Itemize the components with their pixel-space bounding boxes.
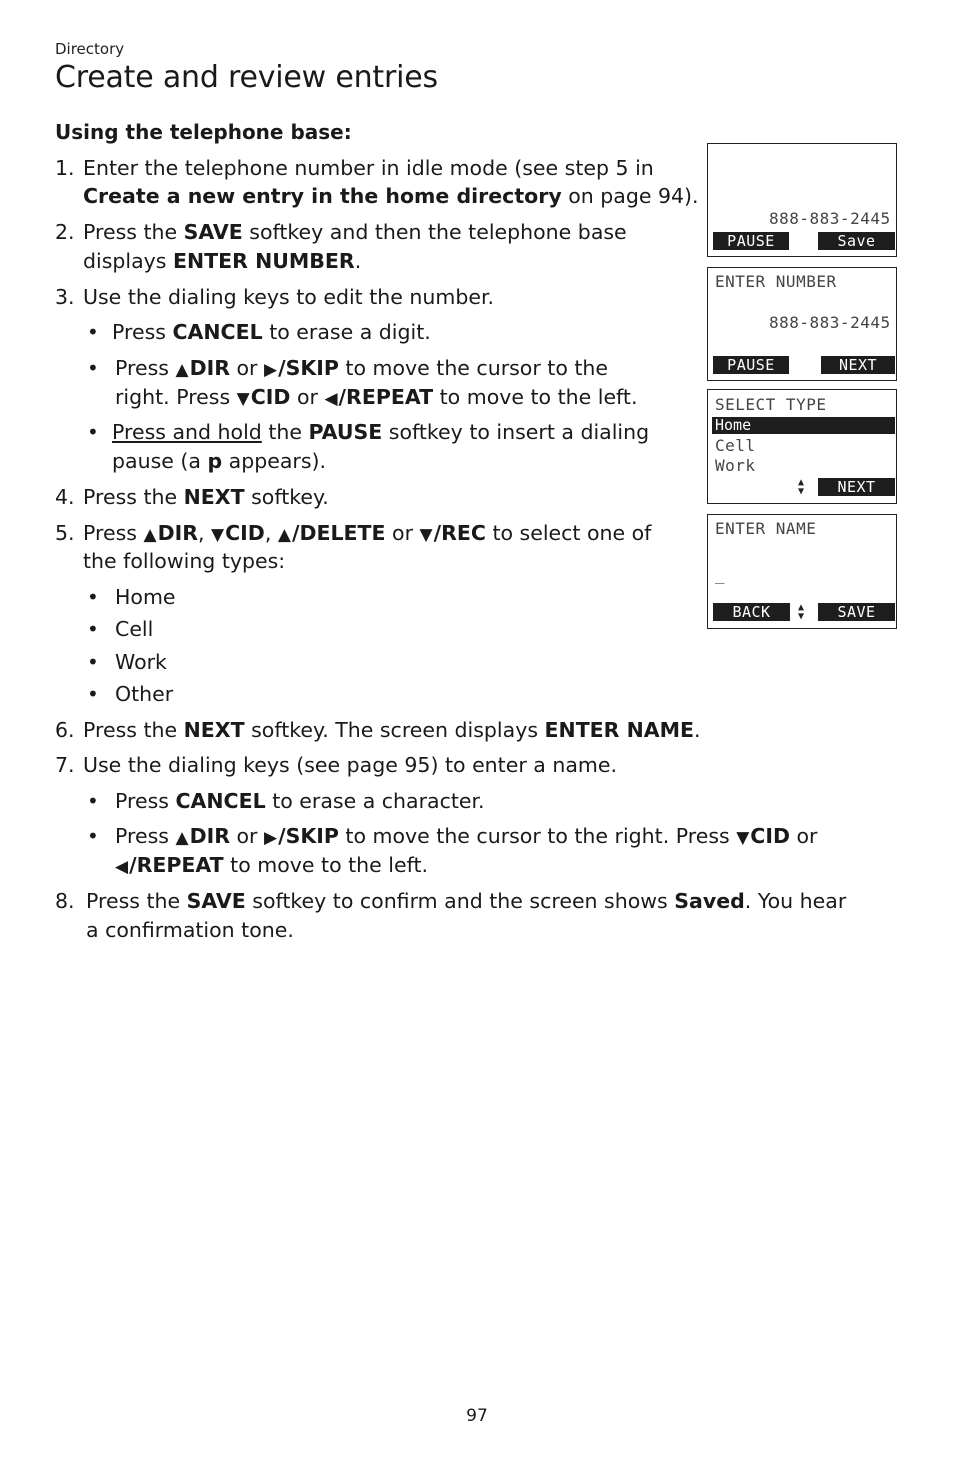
up-arrow-icon: ▲ — [175, 360, 189, 380]
down-arrow-icon: ▼ — [211, 525, 225, 545]
down-arrow-icon: ▼ — [236, 389, 250, 409]
lcd-screen-enter-number — [707, 267, 897, 381]
up-down-arrows-icon: ▲ ▼ — [797, 602, 805, 622]
bullet-text: Press ▲DIR or ▶/SKIP to move the cursor to the right. Press ▼CID or — [115, 822, 818, 853]
bullet-icon: • — [87, 420, 99, 444]
bullet-icon: • — [87, 585, 99, 609]
step-number: 6. — [55, 718, 75, 742]
text-cursor: _ — [715, 565, 726, 584]
bullet-icon: • — [87, 824, 99, 848]
up-arrow-icon: ▲ — [175, 828, 189, 848]
lcd-screen-idle-number — [707, 143, 897, 257]
screen-number: 888-883-2445 — [769, 209, 891, 228]
step-number: 5. — [55, 521, 75, 545]
option-cell[interactable]: Cell — [715, 436, 756, 455]
step-number: 3. — [55, 285, 75, 309]
option-work[interactable]: Work — [715, 456, 756, 475]
subheading: Using the telephone base: — [55, 120, 352, 144]
step-number: 4. — [55, 485, 75, 509]
step-text: the following types: — [83, 549, 286, 573]
step-text: Create a new entry in the home directory on page 94). — [83, 184, 699, 208]
softkey-save[interactable]: SAVE — [818, 603, 895, 621]
bullet-text: Press CANCEL to erase a digit. — [112, 320, 431, 344]
softkey-pause[interactable]: PAUSE — [713, 232, 789, 250]
page-title: Create and review entries — [55, 60, 438, 95]
right-arrow-icon: ▶ — [264, 360, 278, 380]
down-arrow-icon: ▼ — [419, 525, 433, 545]
type-item: Cell — [115, 617, 154, 641]
page-number: 97 — [466, 1406, 488, 1426]
bullet-text: ◀/REPEAT to move to the left. — [115, 851, 428, 882]
type-item: Work — [115, 650, 167, 674]
section-label: Directory — [55, 40, 125, 58]
screen-number: 888-883-2445 — [769, 313, 891, 332]
step-text: Press the NEXT softkey. The screen displays ENTER NAME. — [83, 718, 701, 742]
step-text: Enter the telephone number in idle mode (see step 5 in — [83, 156, 654, 180]
bullet-icon: • — [87, 789, 99, 813]
up-arrow-icon: ▲ — [277, 525, 291, 545]
step-number: 2. — [55, 220, 75, 244]
bullet-icon: • — [87, 650, 99, 674]
bullet-text: Press and hold the PAUSE softkey to insert a dialing — [112, 420, 650, 444]
type-item: Other — [115, 682, 174, 706]
step-number: 7. — [55, 753, 75, 777]
bullet-text: pause (a p appears). — [112, 449, 327, 473]
softkey-next[interactable]: NEXT — [818, 478, 895, 496]
step-text: a confirmation tone. — [86, 918, 294, 942]
right-arrow-icon: ▶ — [264, 828, 278, 848]
bullet-icon: • — [87, 682, 99, 706]
screen-heading: ENTER NAME — [715, 519, 817, 538]
step-number: 8. — [55, 889, 75, 913]
screen-heading: ENTER NUMBER — [715, 272, 837, 291]
left-arrow-icon: ◀ — [324, 389, 338, 409]
softkey-save[interactable]: Save — [818, 232, 895, 250]
bullet-text: Press CANCEL to erase a character. — [115, 789, 485, 813]
softkey-pause[interactable]: PAUSE — [713, 356, 789, 374]
lcd-screen-select-type — [707, 389, 897, 504]
down-arrow-icon: ▼ — [736, 828, 750, 848]
step-text: Use the dialing keys to edit the number. — [83, 285, 495, 309]
step-text: Press the SAVE softkey and then the telephone base — [83, 220, 627, 244]
step-number: 1. — [55, 156, 75, 180]
bullet-icon: • — [87, 356, 99, 380]
step-text: Press the SAVE softkey to confirm and the screen shows Saved. You hear — [86, 889, 847, 913]
bullet-icon: • — [87, 320, 99, 344]
up-arrow-icon: ▲ — [143, 525, 157, 545]
step-text: Use the dialing keys (see page 95) to enter a name. — [83, 753, 618, 777]
step-text: displays ENTER NUMBER. — [83, 249, 362, 273]
lcd-screen-enter-name — [707, 514, 897, 629]
bullet-icon: • — [87, 617, 99, 641]
softkey-next[interactable]: NEXT — [821, 356, 895, 374]
type-item: Home — [115, 585, 176, 609]
left-arrow-icon: ◀ — [115, 857, 129, 877]
screen-heading: SELECT TYPE — [715, 395, 827, 414]
up-down-arrows-icon: ▲ ▼ — [797, 477, 805, 497]
bullet-text: right. Press ▼CID or ◀/REPEAT to move to the left. — [115, 383, 637, 414]
step-text: Press the NEXT softkey. — [83, 485, 329, 509]
option-home-selected[interactable]: Home — [712, 417, 895, 434]
softkey-back[interactable]: BACK — [713, 603, 790, 621]
bullet-text: Press ▲DIR or ▶/SKIP to move the cursor to the — [115, 354, 608, 385]
step-text: Press ▲DIR, ▼CID, ▲/DELETE or ▼/REC to select one of — [83, 519, 651, 550]
